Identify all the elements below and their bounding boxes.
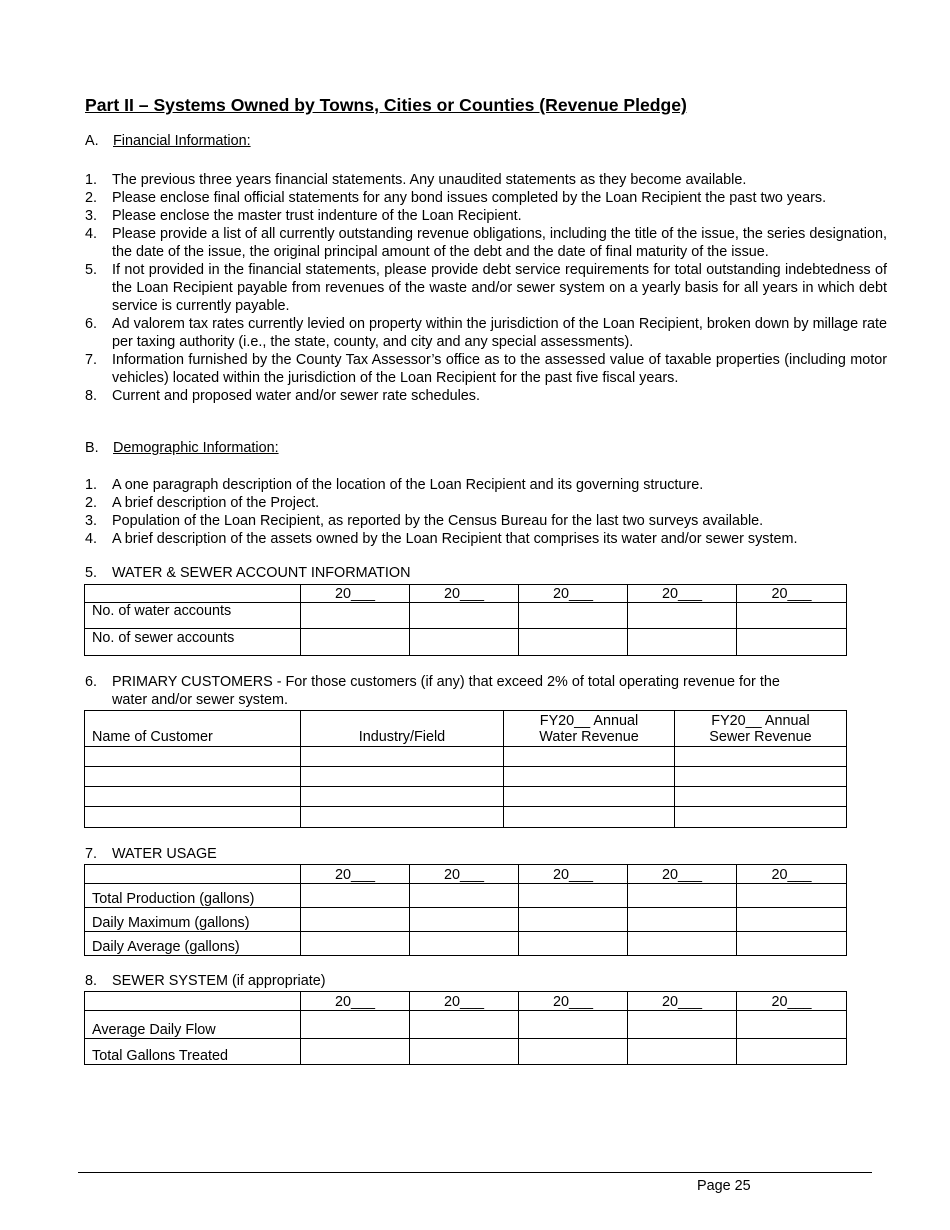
- entry-cell[interactable]: [675, 767, 847, 787]
- section-a-heading: [85, 133, 251, 149]
- col-header-water-revenue: FY20__ Annual Water Revenue: [504, 711, 675, 747]
- table-header-row: [85, 585, 847, 603]
- list-item: 1. A one paragraph description of the location of the Loan Recipient and its governing structure.: [85, 477, 704, 493]
- entry-cell[interactable]: [675, 807, 847, 828]
- row-label: No. of sewer accounts: [85, 629, 301, 656]
- entry-cell[interactable]: [410, 1039, 519, 1065]
- section-b-title: Demographic Information:: [113, 440, 279, 456]
- entry-cell[interactable]: [519, 1011, 628, 1039]
- entry-cell[interactable]: [737, 1011, 847, 1039]
- year-header: 20___: [737, 992, 847, 1011]
- sewer-system-table: [84, 991, 847, 1065]
- entry-cell[interactable]: [737, 1039, 847, 1065]
- entry-cell[interactable]: [410, 629, 519, 656]
- entry-cell[interactable]: [410, 932, 519, 956]
- col-header-sewer-revenue: FY20__ Annual Sewer Revenue: [675, 711, 847, 747]
- entry-cell[interactable]: [504, 787, 675, 807]
- entry-cell[interactable]: [628, 603, 737, 629]
- list-item: 3. Please enclose the master trust indenture of the Loan Recipient.: [85, 208, 522, 224]
- entry-cell[interactable]: [301, 767, 504, 787]
- entry-cell[interactable]: [301, 1039, 410, 1065]
- section-a-letter: A.: [85, 133, 99, 149]
- year-header: 20___: [519, 865, 628, 884]
- table-row: [85, 1039, 847, 1065]
- entry-cell[interactable]: [301, 932, 410, 956]
- table-row: [85, 747, 847, 767]
- section-a-title: Financial Information:: [113, 133, 251, 149]
- entry-cell[interactable]: [675, 787, 847, 807]
- entry-cell[interactable]: [301, 787, 504, 807]
- entry-cell[interactable]: [85, 807, 301, 828]
- year-header: 20___: [519, 992, 628, 1011]
- col-header-industry: Industry/Field: [301, 711, 504, 747]
- entry-cell[interactable]: [301, 629, 410, 656]
- entry-cell[interactable]: [301, 807, 504, 828]
- entry-cell[interactable]: [410, 1011, 519, 1039]
- list-item: 5. If not provided in the financial statements, please provide debt service requirements for total outstanding indebtedness of the Loan Recipient payable from revenues of the waste and/or sewer system on a yearly basis for all years in which debt service is currently payable.: [85, 262, 887, 314]
- entry-cell[interactable]: [410, 603, 519, 629]
- entry-cell[interactable]: [301, 1011, 410, 1039]
- entry-cell[interactable]: [410, 884, 519, 908]
- year-header: 20___: [628, 865, 737, 884]
- table-row: [85, 603, 847, 629]
- entry-cell[interactable]: [737, 932, 847, 956]
- primary-customers-label: 6. PRIMARY CUSTOMERS - For those customers (if any) that exceed 2% of total operating revenue for the water and/or sewer system.: [85, 674, 780, 708]
- table-header-row: [85, 711, 847, 747]
- table-row: [85, 787, 847, 807]
- list-item: 2. A brief description of the Project.: [85, 495, 320, 511]
- row-label: Daily Maximum (gallons): [85, 908, 301, 932]
- row-label: Daily Average (gallons): [85, 932, 301, 956]
- year-header: 20___: [628, 585, 737, 603]
- entry-cell[interactable]: [628, 932, 737, 956]
- row-label: No. of water accounts: [85, 603, 301, 629]
- year-header: 20___: [301, 992, 410, 1011]
- section-b-heading: [85, 440, 279, 456]
- year-header: 20___: [519, 585, 628, 603]
- year-header: 20___: [301, 865, 410, 884]
- table-row: [85, 884, 847, 908]
- entry-cell[interactable]: [85, 787, 301, 807]
- primary-customers-table: [84, 710, 847, 828]
- list-item: 6. Ad valorem tax rates currently levied on property within the jurisdiction of the Loan Recipient, broken down by millage rate per taxing authority (i.e., the state, county, and city and any special assessments).: [85, 316, 887, 350]
- entry-cell[interactable]: [737, 908, 847, 932]
- entry-cell[interactable]: [519, 932, 628, 956]
- list-item: 7. Information furnished by the County Tax Assessor’s office as to the assessed value of taxable properties (including motor vehicles) located within the jurisdiction of the Loan Recipient for the past five fiscal years.: [85, 352, 887, 386]
- table-row: [85, 629, 847, 656]
- entry-cell[interactable]: [737, 629, 847, 656]
- water-usage-label: 7. WATER USAGE: [85, 846, 217, 862]
- entry-cell[interactable]: [628, 908, 737, 932]
- entry-cell[interactable]: [301, 908, 410, 932]
- entry-cell[interactable]: [519, 884, 628, 908]
- table-row: [85, 932, 847, 956]
- table-header-row: [85, 865, 847, 884]
- list-item: 1. The previous three years financial statements. Any unaudited statements as they become available.: [85, 172, 747, 188]
- entry-cell[interactable]: [519, 908, 628, 932]
- section-b-letter: B.: [85, 440, 99, 456]
- col-header-name: Name of Customer: [85, 711, 301, 747]
- entry-cell[interactable]: [675, 747, 847, 767]
- entry-cell[interactable]: [85, 767, 301, 787]
- year-header: 20___: [410, 865, 519, 884]
- row-label: Average Daily Flow: [85, 1011, 301, 1039]
- year-header: 20___: [737, 865, 847, 884]
- water-sewer-account-label: 5. WATER & SEWER ACCOUNT INFORMATION: [85, 565, 411, 581]
- page-title: Part II – Systems Owned by Towns, Cities or Counties (Revenue Pledge): [85, 95, 687, 115]
- entry-cell[interactable]: [628, 1011, 737, 1039]
- water-usage-table: [84, 864, 847, 956]
- list-item: 4. A brief description of the assets owned by the Loan Recipient that comprises its water and/or sewer system.: [85, 531, 798, 547]
- entry-cell[interactable]: [519, 603, 628, 629]
- entry-cell[interactable]: [628, 1039, 737, 1065]
- row-label: Total Gallons Treated: [85, 1039, 301, 1065]
- entry-cell[interactable]: [628, 884, 737, 908]
- entry-cell[interactable]: [301, 747, 504, 767]
- footer-divider: [78, 1172, 872, 1173]
- entry-cell[interactable]: [504, 807, 675, 828]
- list-item: 2. Please enclose final official statements for any bond issues completed by the Loan Recipient the past two years.: [85, 190, 827, 206]
- table-row: [85, 1011, 847, 1039]
- list-item: 3. Population of the Loan Recipient, as reported by the Census Bureau for the last two surveys available.: [85, 513, 764, 529]
- list-item: 4. Please provide a list of all currently outstanding revenue obligations, including the title of the issue, the series designation, the date of the issue, the original principal amount of the debt and the date of final maturity of the issue.: [85, 226, 887, 260]
- entry-cell[interactable]: [301, 603, 410, 629]
- financial-info-list: [85, 171, 887, 405]
- table-row: [85, 807, 847, 828]
- entry-cell[interactable]: [504, 747, 675, 767]
- sewer-system-label: 8. SEWER SYSTEM (if appropriate): [85, 973, 326, 989]
- year-header: 20___: [410, 585, 519, 603]
- list-item: 8. Current and proposed water and/or sewer rate schedules.: [85, 388, 480, 404]
- entry-cell[interactable]: [628, 629, 737, 656]
- entry-cell[interactable]: [519, 1039, 628, 1065]
- entry-cell[interactable]: [85, 747, 301, 767]
- water-sewer-account-table: [84, 584, 847, 656]
- year-header: 20___: [410, 992, 519, 1011]
- year-header: 20___: [737, 585, 847, 603]
- table-row: [85, 767, 847, 787]
- year-header: 20___: [301, 585, 410, 603]
- year-header: 20___: [628, 992, 737, 1011]
- entry-cell[interactable]: [737, 603, 847, 629]
- entry-cell[interactable]: [410, 908, 519, 932]
- entry-cell[interactable]: [504, 767, 675, 787]
- entry-cell[interactable]: [301, 884, 410, 908]
- entry-cell[interactable]: [737, 884, 847, 908]
- page-number: Page 25: [697, 1178, 751, 1194]
- entry-cell[interactable]: [519, 629, 628, 656]
- table-header-row: [85, 992, 847, 1011]
- row-label: Total Production (gallons): [85, 884, 301, 908]
- demographic-info-list: [85, 476, 887, 548]
- table-row: [85, 908, 847, 932]
